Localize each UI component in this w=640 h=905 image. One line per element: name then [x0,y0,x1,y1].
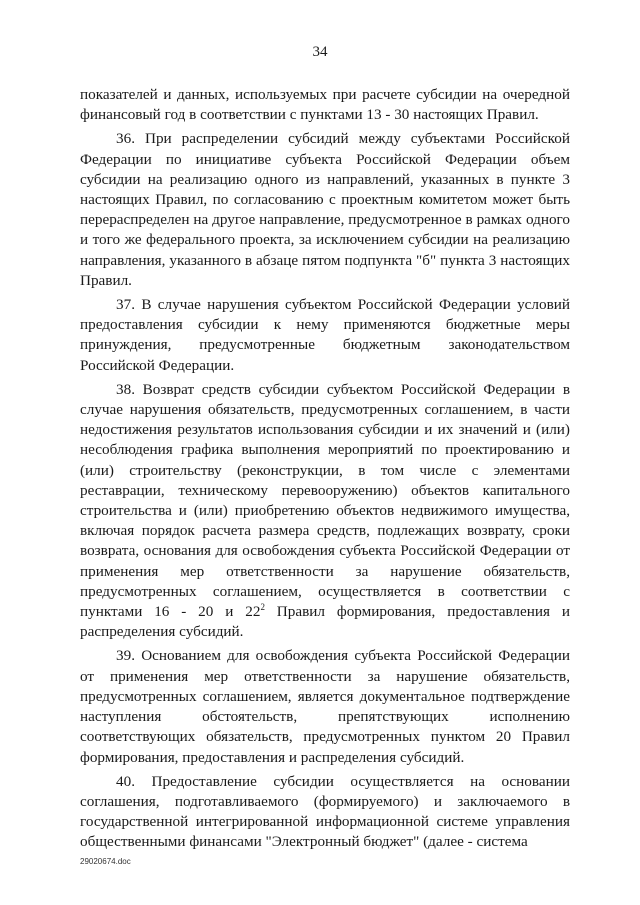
paragraph-38-text-end: Правил формирования, предоставления и распределения субсидий. [80,603,570,641]
footer-doc-name: 29020674.doc [80,857,131,866]
page-number: 34 [312,44,328,60]
paragraph-continuation: показателей и данных, используемых при расчете субсидии на очередной финансовый год в соответствии с пунктами 13 - 30 настоящих Правил. [80,86,570,124]
paragraph-37: 37. В случае нарушения субъектом Российской Федерации условий предоставления субсидии к нему применяются бюджетные меры принуждения, предусмотренные бюджетным законодательством Российской Федерации. [80,296,570,374]
paragraph-39: 39. Основанием для освобождения субъекта Российской Федерации от применения мер ответственности за нарушение обязательств, предусмотренных соглашением, является документальное подтверждение наступления обстоятельств, препятствующих исполнению соответствующих обязательств, предусмотренных пунктом 20 Правил формирования, предоставления и распределения субсидий. [80,647,570,766]
paragraph-38-text: 38. Возврат средств субсидии субъектом Российской Федерации в случае нарушения обязательств, предусмотренных соглашением, в части недостижения результатов использования субсидии и их значений и (или) несоблюдения графика выполнения мероприятий по проектированию и (или) строительству (реконструкции, в том числе с элементами реставрации, техническому перевооружению) объектов капитального строительства и (или) приобретению объектов недвижимого имущества, включая порядок расчета размера средств, подлежащих возврату, сроки возврата, основания для освобождения субъекта Российской Федерации от применения мер ответственности за нарушение обязательств, предусмотренных соглашением, осуществляется в соответствии с пунктами 16 - 20 и 22 [80,380,570,621]
paragraph-38 [80,380,570,643]
paragraph-40: 40. Предоставление субсидии осуществляется на основании соглашения, подготавливаемого (формируемого) и заключаемого в государственной интегрированной информационной системе управления общественными финансами "Электронный бюджет" (далее - система [80,772,570,851]
paragraph-36: 36. При распределении субсидий между субъектами Российской Федерации по инициативе субъекта Российской Федерации объем субсидии на реализацию одного из направлений, указанных в пункте 3 настоящих Правил, по согласованию с проектным комитетом может быть перераспределен на другое направление, предусмотренное в рамках одного и того же федерального проекта, за исключением субсидии на реализацию направления, указанного в абзаце пятом подпункта "б" пункта 3 настоящих Правил. [80,130,570,289]
document-body [80,85,570,857]
paragraph-38-superscript: 2 [260,602,265,613]
